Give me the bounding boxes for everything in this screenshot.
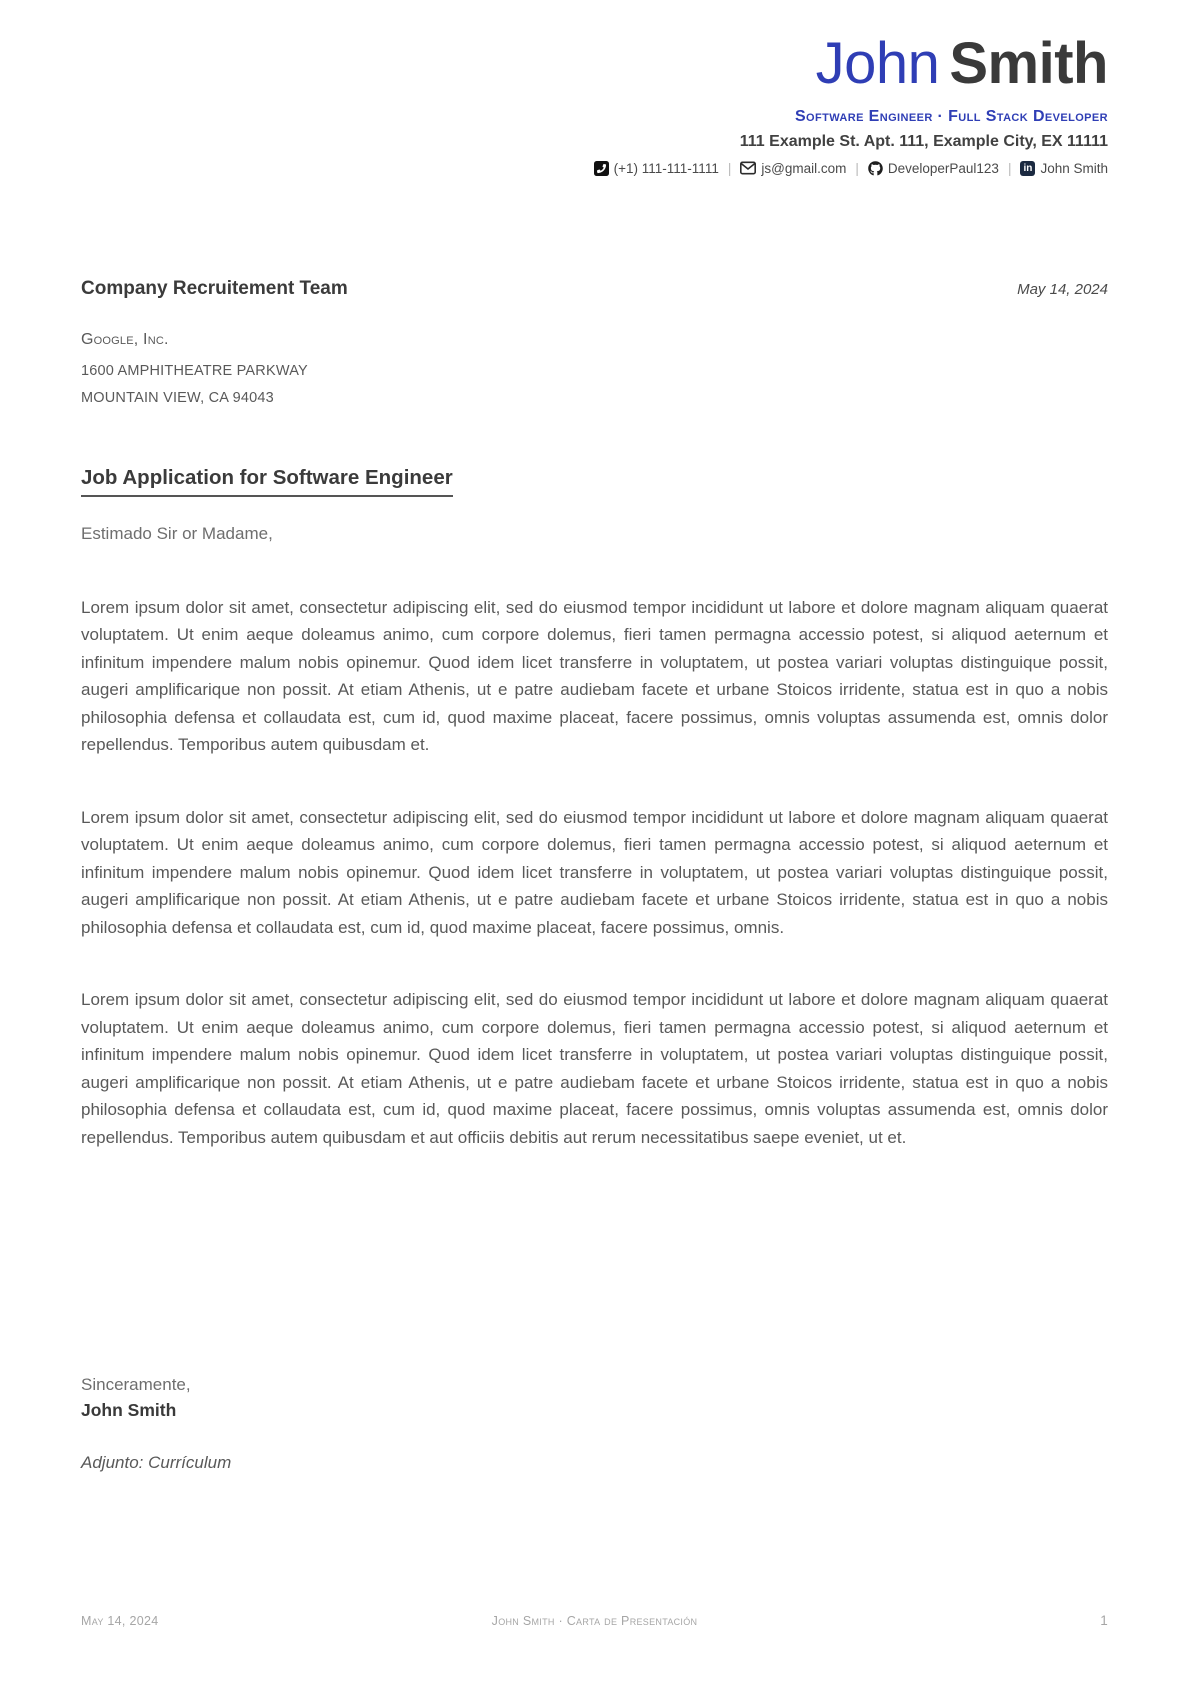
body-paragraph-1: Lorem ipsum dolor sit amet, consectetur adipiscing elit, sed do eiusmod tempor incididunt ut labore et dolore magnam aliquam quaerat voluptatem. Ut enim aeque doleamus animo, cum corpore dolemus, fieri tamen permagna accessio potest, si aliquod aeternum et infinitum impendere malum nobis opinemur. Quod idem licet transferre in voluptatem, ut postea variari voluptas distinguique possit, augeri amplificarique non possit. At etiam Athenis, ut e patre audiebam facete et urbane Stoicos irridente, statua est in quo a nobis philosophia defensa et collaudata est, cum id, quod maxime placeat, facere possimus, omnis voluptas assumenda est, omnis dolor repellendus. Temporibus autem quibusdam et. (81, 597, 1108, 755)
applicant-job-titles: Software Engineer · Full Stack Developer (794, 107, 1108, 125)
letter-date: May 14, 2024 (1017, 280, 1108, 298)
github-contact[interactable] (868, 161, 999, 176)
company-address (81, 358, 1108, 412)
footer-page-number: 1 (1100, 1613, 1108, 1628)
linkedin-name: John Smith (1040, 160, 1108, 176)
email-icon (740, 161, 756, 175)
enclosure-note: Adjunto: Currículum (81, 1453, 232, 1472)
company-address-line1: 1600 AMPHITHEATRE PARKWAY (81, 362, 308, 379)
applicant-name (81, 31, 1108, 96)
footer-date: May 14, 2024 (81, 1614, 159, 1628)
phone-number: (+1) 111-111-1111 (613, 160, 719, 176)
recipient-row (81, 278, 1108, 300)
applicant-postal-address: 111 Example St. Apt. 111, Example City, EX 11111 (739, 132, 1108, 150)
phone-icon (594, 161, 609, 176)
linkedin-icon: in (1020, 161, 1035, 176)
applicant-last-name: Smith (949, 31, 1108, 96)
letter-subject: Job Application for Software Engineer (81, 466, 453, 497)
email-address: js@gmail.com (761, 160, 847, 176)
subject-wrapper (81, 412, 1108, 497)
recipient-title: Company Recruitement Team (81, 277, 348, 299)
contact-row (81, 161, 1108, 176)
github-icon (868, 161, 883, 176)
phone-contact[interactable] (594, 161, 719, 176)
letter-body (81, 594, 1108, 1152)
contact-separator: | (1007, 160, 1012, 176)
body-paragraph-2: Lorem ipsum dolor sit amet, consectetur adipiscing elit, sed do eiusmod tempor incididunt ut labore et dolore magnam aliquam quaerat voluptatem. Ut enim aeque doleamus animo, cum corpore dolemus, fieri tamen permagna accessio potest, si aliquod aeternum et infinitum impendere malum nobis opinemur. Quod idem licet transferre in voluptatem, ut postea variari voluptas distinguique possit, augeri amplificarique non possit. At etiam Athenis, ut e patre audiebam facete et urbane Stoicos irridente, statua est in quo a nobis philosophia defensa et collaudata est, cum id, quod maxime placeat, facere possimus, omnis. (81, 807, 1108, 937)
letter-header (81, 31, 1108, 176)
closing-block (81, 1375, 231, 1473)
salutation: Estimado Sir or Madame, (81, 523, 273, 543)
contact-separator: | (727, 160, 732, 176)
github-username: DeveloperPaul123 (887, 160, 999, 176)
company-name: Google, Inc. (81, 330, 169, 348)
email-contact[interactable] (740, 161, 846, 176)
company-address-line2: MOUNTAIN VIEW, CA 94043 (81, 389, 274, 406)
footer-document-title: John Smith · Carta de Presentación (491, 1614, 698, 1628)
applicant-first-name: John (815, 31, 940, 96)
linkedin-contact[interactable] (1020, 161, 1108, 176)
company-address-block (81, 331, 1108, 412)
body-paragraph-3: Lorem ipsum dolor sit amet, consectetur adipiscing elit, sed do eiusmod tempor incididunt ut labore et dolore magnam aliquam quaerat voluptatem. Ut enim aeque doleamus animo, cum corpore dolemus, fieri tamen permagna accessio potest, si aliquod aeternum et infinitum impendere malum nobis opinemur. Quod idem licet transferre in voluptatem, ut postea variari voluptas distinguique possit, augeri amplificarique non possit. At etiam Athenis, ut e patre audiebam facete et urbane Stoicos irridente, statua est in quo a nobis philosophia defensa et collaudata est, cum id, quod maxime placeat, facere possimus, omnis voluptas assumenda est, omnis dolor repellendus. Temporibus autem quibusdam et aut officiis debitis aut rerum necessitatibus saepe eveniet, ut et. (81, 990, 1108, 1147)
page-footer (81, 1613, 1108, 1628)
contact-separator: | (855, 160, 859, 176)
closing-word: Sinceramente, (81, 1375, 191, 1394)
signature-name: John Smith (81, 1400, 177, 1420)
